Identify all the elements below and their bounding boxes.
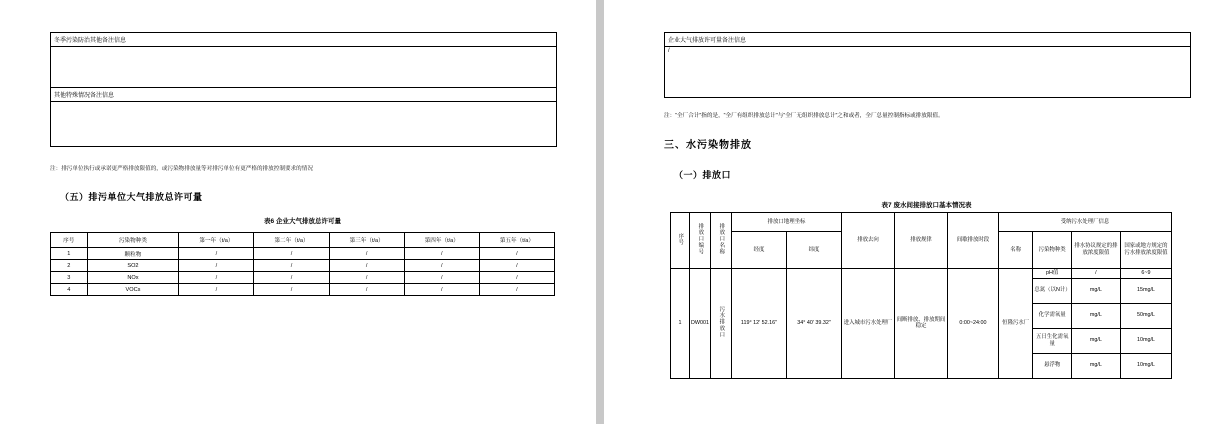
air-allowance-remarks-header: 企业大气排放许可量备注信息 (665, 33, 1190, 47)
air-allowance-remarks-value[interactable]: / (668, 48, 670, 54)
col-agreement-limit-header: 排水协议规定的排放浓度限值 (1071, 232, 1120, 269)
col-year5: 第五年（t/a） (479, 233, 554, 248)
col-national-limit-header: 国家或地方规定的污水排放浓度限值 (1120, 232, 1171, 269)
col-pollutant-type-header: 污染物种类 (1033, 232, 1072, 269)
table-header-row (51, 233, 555, 248)
table-header-row-1 (671, 213, 1172, 232)
cell-year1: / (179, 272, 254, 284)
right-footnote: 注：“全厂合计”指的是，“全厂有组织排放总计”与“全厂无组织排放总计”之和或者，全厂总量控制指标或排放限值。 (664, 113, 944, 119)
col-year4: 第四年（t/a） (404, 233, 479, 248)
table-row (51, 272, 555, 284)
col-period-header: 间歇排放时段 (948, 213, 999, 269)
wastewater-outlet-table (670, 212, 1172, 379)
cell-year2: / (254, 272, 329, 284)
col-index: 序号 (671, 213, 690, 269)
cell-year5: / (479, 284, 554, 296)
cell-pollutant: SO2 (87, 260, 179, 272)
outlet-subsection-heading: （一）排放口 (674, 170, 732, 180)
cell-pollutant: 颗粒物 (87, 248, 179, 260)
other-special-remarks-header: 其他特殊情况备注信息 (51, 87, 556, 102)
document-page-right (604, 0, 1222, 424)
cell-pattern: 间断排放、排放期间稳定 (895, 269, 948, 379)
cell-index: 2 (51, 260, 88, 272)
cell-agreement-limit: mg/L (1071, 353, 1120, 378)
cell-index: 4 (51, 284, 88, 296)
cell-pollutant-name: 悬浮物 (1033, 353, 1072, 378)
group-receiving-header: 受纳污水处理厂信息 (999, 213, 1172, 232)
cell-year3: / (329, 272, 404, 284)
cell-index: 1 (51, 248, 88, 260)
col-direction-header: 排放去向 (842, 213, 895, 269)
cell-pollutant: NOx (87, 272, 179, 284)
group-coords-header: 排放口地理坐标 (732, 213, 842, 232)
cell-year2: / (254, 260, 329, 272)
cell-year1: / (179, 260, 254, 272)
col-plant-name-header: 名称 (999, 232, 1033, 269)
cell-national-limit: 6~9 (1120, 269, 1171, 279)
cell-pollutant-name: 化学需氧量 (1033, 303, 1072, 328)
cell-index: 3 (51, 272, 88, 284)
cell-year4: / (404, 260, 479, 272)
col-index: 序号 (51, 233, 88, 248)
col-longitude-header: 经度 (732, 232, 787, 269)
cell-agreement-limit: / (1071, 269, 1120, 279)
table-row (51, 260, 555, 272)
winter-pollution-remarks-header: 冬季污染防治其他备注信息 (51, 33, 556, 47)
cell-year4: / (404, 284, 479, 296)
cell-national-limit: 10mg/L (1120, 353, 1171, 378)
document-page-left (0, 0, 596, 424)
cell-year3: / (329, 284, 404, 296)
cell-pollutant-name: 总氮（以N计） (1033, 278, 1072, 303)
col-latitude-header: 纬度 (787, 232, 842, 269)
cell-national-limit: 50mg/L (1120, 303, 1171, 328)
table-row (51, 284, 555, 296)
cell-pollutant: VOCs (87, 284, 179, 296)
cell-outlet-name: 污水排放口 (711, 269, 732, 379)
cell-year1: / (179, 284, 254, 296)
cell-year2: / (254, 248, 329, 260)
col-pollutant: 污染物种类 (87, 233, 179, 248)
remarks-box (50, 32, 557, 147)
cell-direction: 进入城市污水处理厂 (842, 269, 895, 379)
cell-agreement-limit: mg/L (1071, 328, 1120, 353)
cell-latitude: 34° 40′ 39.32″ (787, 269, 842, 379)
cell-agreement-limit: mg/L (1071, 303, 1120, 328)
water-pollution-section-heading: 三、水污染物排放 (664, 140, 752, 151)
cell-year5: / (479, 272, 554, 284)
cell-year2: / (254, 284, 329, 296)
table-row (671, 269, 1172, 279)
cell-longitude: 119° 12′ 52.16″ (732, 269, 787, 379)
cell-year4: / (404, 248, 479, 260)
left-section-heading: （五）排污单位大气排放总许可量 (60, 192, 203, 202)
cell-year1: / (179, 248, 254, 260)
cell-outlet-code: DW001 (690, 269, 711, 379)
cell-pollutant-name: pH值 (1033, 269, 1072, 279)
col-year3: 第三年（t/a） (329, 233, 404, 248)
cell-year4: / (404, 272, 479, 284)
cell-pollutant-name: 五日生化需氧量 (1033, 328, 1072, 353)
col-outlet-name-header: 排放口名称 (711, 213, 732, 269)
left-footnote: 注：排污单位执行或承诺更严格排放限值的，或污染物排放量等对排污单位有更严格的排放控制要求的情况 (50, 166, 313, 172)
cell-agreement-limit: mg/L (1071, 278, 1120, 303)
right-table-caption: 表7 废水间接排放口基本情况表 (881, 202, 972, 209)
col-year2: 第二年（t/a） (254, 233, 329, 248)
cell-national-limit: 10mg/L (1120, 328, 1171, 353)
winter-pollution-remarks-value[interactable] (51, 47, 556, 87)
air-allowance-remarks-box (664, 32, 1191, 98)
air-emission-allowance-table (50, 232, 555, 296)
cell-year5: / (479, 248, 554, 260)
col-year1: 第一年（t/a） (179, 233, 254, 248)
other-special-remarks-value[interactable] (51, 102, 556, 146)
col-outlet-code-header: 排放口编号 (690, 213, 711, 269)
table-row (51, 248, 555, 260)
cell-plant-name: 恒隆污水厂 (999, 269, 1033, 379)
col-pattern-header: 排放规律 (895, 213, 948, 269)
cell-index: 1 (671, 269, 690, 379)
cell-period: 0:00~24:00 (948, 269, 999, 379)
cell-year5: / (479, 260, 554, 272)
page-gutter (596, 0, 604, 424)
cell-year3: / (329, 248, 404, 260)
cell-national-limit: 15mg/L (1120, 278, 1171, 303)
left-table-caption: 表6 企业大气排放总许可量 (264, 218, 341, 225)
cell-year3: / (329, 260, 404, 272)
